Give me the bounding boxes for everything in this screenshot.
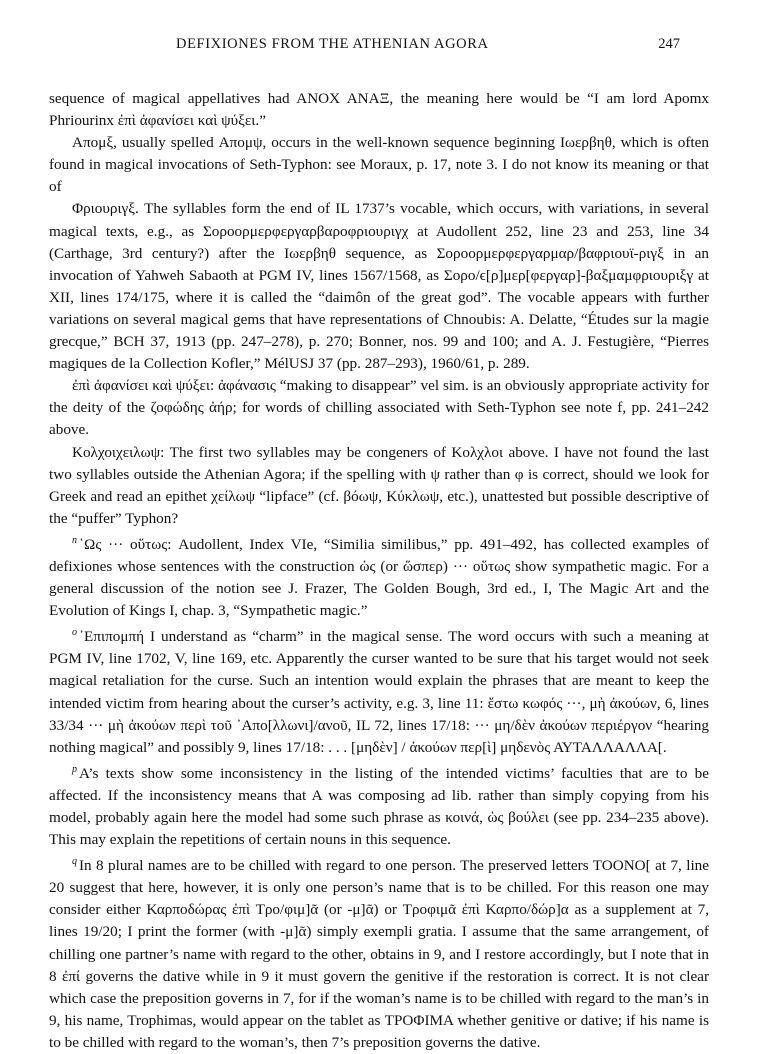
- paragraph: ἐπὶ ἀφανίσει καὶ ψύξει: ἀφάνασις “making to disappear” vel sim. is an obviously appropriate activity for the deity of the ζοφώδης ἀήρ; for words of chilling associated with Seth-Typhon see note f, pp. 241–242 above.: [49, 377, 709, 439]
- note-letter: n: [72, 534, 77, 546]
- running-title: DEFIXIONES FROM THE ATHENIAN AGORA: [176, 36, 489, 52]
- paragraph: Κολχοιχειλωψ: The first two syllables may be congeners of Κολχλοι above. I have not found the last two syllables outside the Athenian Agora; if the spelling with ψ rather than φ is correct, should we look for Greek and read an epithet χείλωψ “lipface” (cf. βόωψ, Κύκλωψ, etc.), unattested but possible descriptive of the “puffer” Typhon?: [49, 443, 709, 527]
- paragraph: sequence of magical appellatives had ANOX ANAΞ, the meaning here would be “I am lord Apomx Phriourinx ἐπὶ ἀφανίσει καὶ ψύξει.”: [49, 90, 709, 130]
- note-paragraph: $^n$ ῾Ως ··· οὕτως: Audollent, Index VIe, “Similia similibus,” pp. 491–492, has collected examples of defixiones whose sentences with the construction ὡς (or ὥσπερ) ··· οὕτως show sympathetic magic. For a general discussion of the notion see J. Frazer, The Golden Bough, 3rd ed., I, The Magic Art and the Evolution of Kings I, chap. 3, “Sympathetic magic.”: [49, 534, 709, 620]
- note-paragraph: $^q$ In 8 plural names are to be chilled with regard to one person. The preserved letters TOONO[ at 7, line 20 suggest that here, however, it is only one person’s name that is to be chilled. For this reason one may consider either Καρποδώρας ἐπὶ Τρο/φιμ]ᾶ (or -μ]ᾶ) or Τροφιμᾶ ἐπὶ Καρπο/δώρ]α as a supplement at 7, lines 19/20; I print the former (with -μ]ᾶ) simply exempli gratia. I assume that the same arrangement, of chilling one partner’s name with regard to the other, obtains in 9, and I restore accordingly, but I note that in 8 ἐπί governs the dative while in 9 it must govern the genitive if the restoration is correct. It is not clear which case the preposition governs in 7, for if the woman’s name is to be chilled with regard to the man’s in 9, his name, Trophimas, would appear on the tablet as ΤΡΟΦΙΜΑ whether genitive or dative; if his name is to be chilled with regard to the woman’s, then 7’s preposition governs the dative.: [49, 856, 709, 1051]
- paragraph: Απομξ, usually spelled Απομψ, occurs in the well-known sequence beginning Ιωερβηθ, which is often found in magical invocations of Seth-Typhon: see Moraux, p. 17, note 3. I do not know its meaning or that of: [49, 134, 709, 196]
- paragraph: Φριουριγξ. The syllables form the end of IL 1737’s vocable, which occurs, with variations, in several magical texts, e.g., as Σοροορμερφεργαρβαροφριουριγχ at Audollent 252, line 23 and 253, line 34 (Carthage, 3rd century?) after the Ιωερβηθ sequence, as Σοροορμερφεργαρμαρ/βαφριουϊ-ριγξ in an invocation of Yahweh Sabaoth at PGM IV, lines 1567/1568, as Σορο/ϵ[ρ]μερ[φεργαρ]-βαξμαμφριουριξγ at XII, lines 174/175, where it is called the “daimôn of the great god”. The vocable appears with further variations on several magical gems that have representations of Chnoubis: A. Delatte, “Études sur la magie grecque,” BCH 37, 1913 (pp. 247–278), p. 270; Bonner, nos. 99 and 100; and A. J. Festugière, “Pierres magiques de la Collection Kofler,” MélUSJ 37 (pp. 287–293), 1960/61, p. 289.: [49, 200, 709, 373]
- note-letter: o: [72, 627, 77, 639]
- note-letter: q: [72, 856, 77, 868]
- commentary-text: [49, 88, 709, 1054]
- note-paragraph: $^p$ A’s texts show some inconsistency in the listing of the intended victims’ faculties that are to be affected. If the inconsistency means that A was composing ad lib. rather than simply copying from his model, probably again here the model had some such phrase as κοινά, ὡς βούλει (see pp. 234–235 above). This may explain the repetitions of certain nouns in this sequence.: [49, 763, 709, 849]
- note-paragraph: $^o$ ᾿Επιπομπή I understand as “charm” in the magical sense. The word occurs with such a meaning at PGM IV, line 1702, V, line 169, etc. Apparently the curser wanted to be sure that his target would not seek magical retaliation for the curse. Such an intention would explain the phrases that are meant to keep the intended victim from hearing about the curser’s activity, e.g. 3, line 11: ἔστω κωφός ···, μὴ ἀκούων, 6, lines 33/34 ··· μὴ ἀκούων περὶ τοῦ ᾿Απο[λλωνι]/ανοῦ, IL 72, lines 17/18: ··· μη/δὲν ἀκούων περιέργον “hearing nothing magical” and possibly 9, lines 17/18: . . . [μηδὲν] / ἀκούων περ[ὶ] μηδενὸς ΑΥΤΑΛΛΑΛΛΑ[.: [49, 627, 709, 756]
- page-number: 247: [658, 36, 680, 52]
- running-header: [0, 36, 759, 76]
- note-letter: p: [72, 763, 77, 775]
